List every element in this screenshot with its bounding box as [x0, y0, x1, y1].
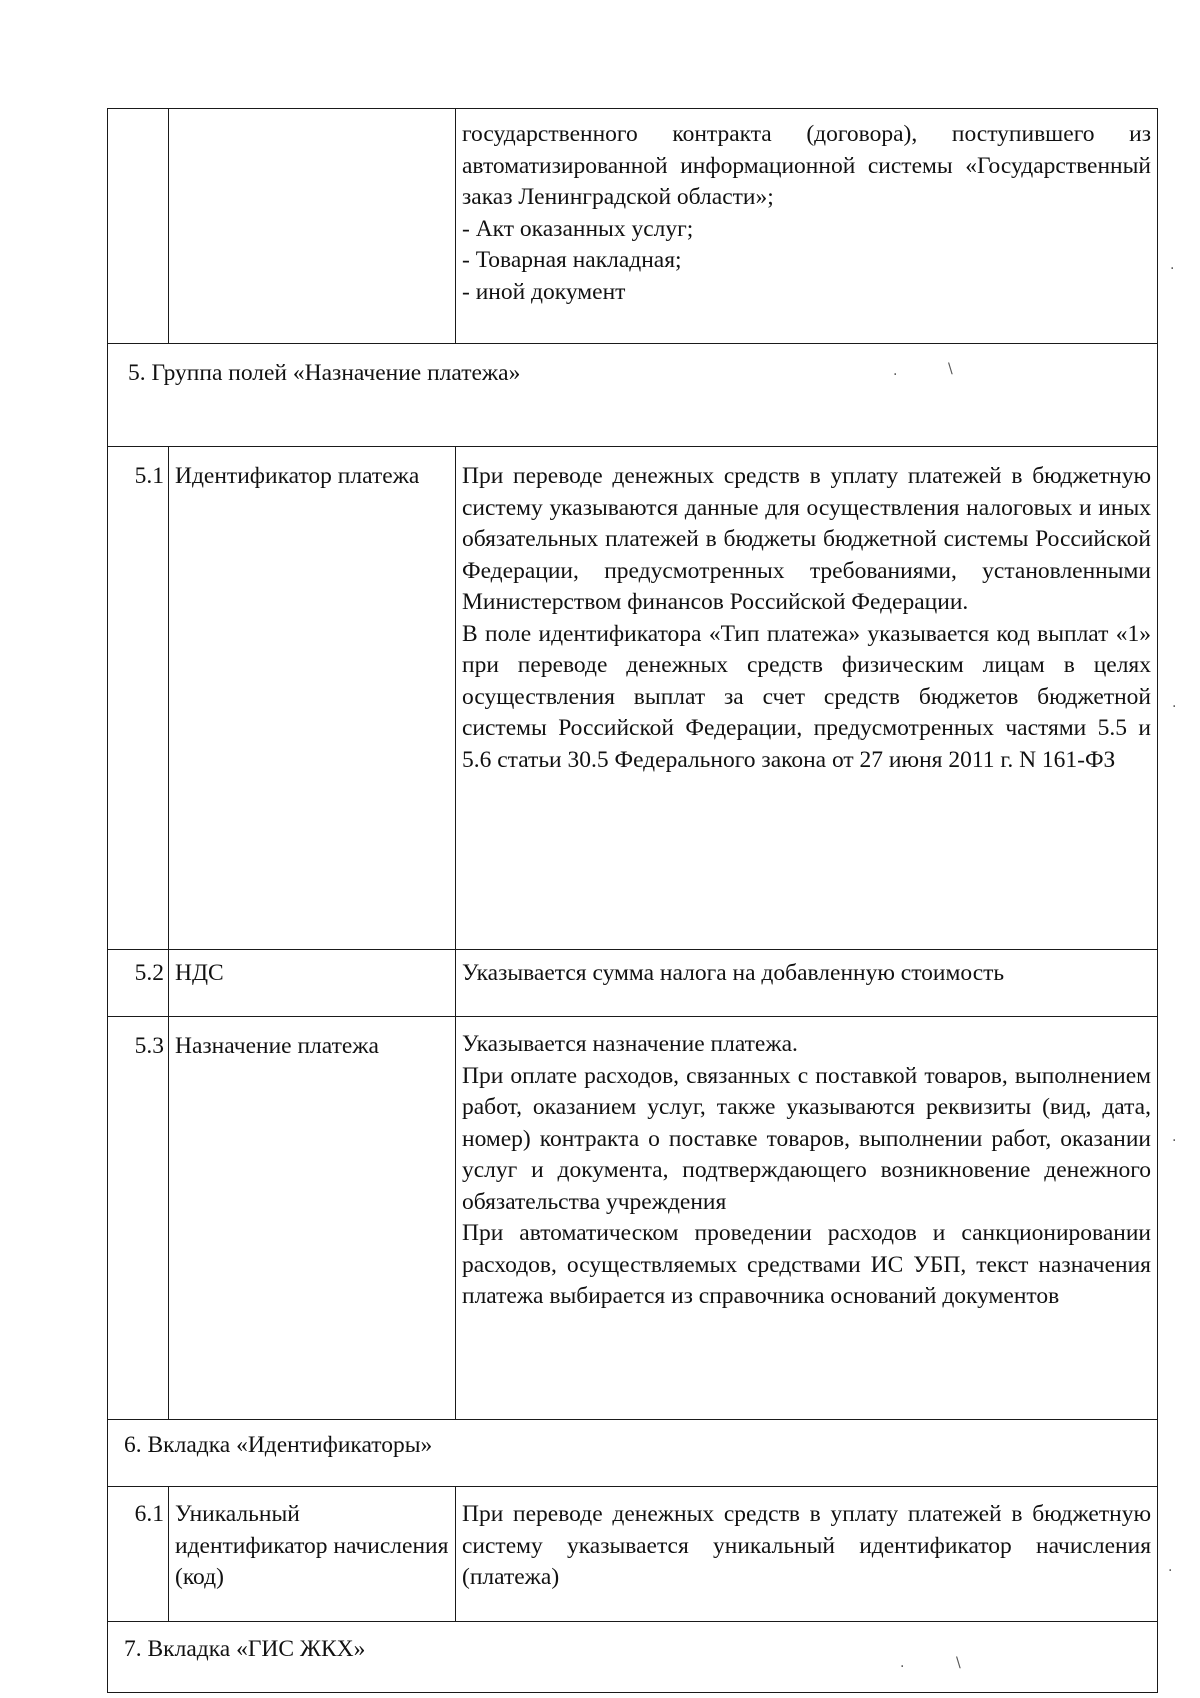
field-description: Указывается сумма налога на добавленную стоимость — [456, 950, 1158, 1017]
table-row — [108, 447, 1158, 950]
description-line: - Товарная накладная; — [462, 247, 682, 273]
table-row — [108, 1017, 1158, 1420]
scan-speck-mark: · — [1168, 1563, 1173, 1579]
section-row-group7 — [108, 1622, 1158, 1693]
table-row — [108, 1487, 1158, 1622]
field-description — [456, 447, 1158, 950]
description-paragraph: В поле идентификатора «Тип платежа» указывается код выплат «1» при переводе денежных средств физическим лицам в целях осуществления выплат за счет средств бюджетов бюджетной системы Российской Федерации, предусмотренных частями 5.5 и 5.6 статьи 30.5 Федерального закона от 27 июня 2011 г. N 161-ФЗ — [462, 620, 1151, 773]
description-paragraph: Указывается назначение платежа. — [462, 1031, 798, 1057]
cell-name-empty — [169, 109, 456, 344]
field-name: Идентификатор платежа — [169, 447, 456, 950]
field-description: При переводе денежных средств в уплату платежей в бюджетную систему указывается уникальный идентификатор начисления (платежа) — [456, 1487, 1158, 1622]
section-title: 5. Группа полей «Назначение платежа» — [108, 344, 1158, 447]
scan-speck-mark: · — [900, 1659, 905, 1675]
cell-description — [456, 109, 1158, 344]
field-name: Уникальный идентификатор начисления (код) — [169, 1487, 456, 1622]
scan-speck-mark: · — [893, 367, 898, 383]
description-paragraph: При переводе денежных средств в уплату платежей в бюджетную систему указываются данные для осуществления налоговых и иных обязательных платежей в бюджеты бюджетной системы Российской Федерации, предусмотренных требованиями, установленными Министерством финансов Российской Федерации. — [462, 463, 1151, 615]
scan-speck-mark: · — [1170, 261, 1175, 277]
table-row-continuation — [108, 109, 1158, 344]
scan-speck-mark: \ — [948, 361, 953, 377]
scan-speck-mark: · — [1172, 699, 1177, 715]
scan-speck-mark: · — [1172, 1133, 1177, 1149]
field-name: НДС — [169, 950, 456, 1017]
section-title: 6. Вкладка «Идентификаторы» — [108, 1420, 1158, 1487]
section-row-group5 — [108, 344, 1158, 447]
row-number: 5.2 — [108, 950, 169, 1017]
description-line: - иной документ — [462, 278, 626, 305]
row-number: 5.3 — [108, 1017, 169, 1420]
table-row — [108, 950, 1158, 1017]
section-title: 7. Вкладка «ГИС ЖКХ» — [108, 1622, 1158, 1693]
row-number: 5.1 — [108, 447, 169, 950]
description-line: государственного контракта (договора), поступившего из автоматизированной информационной системы «Государственный заказ Ленинградской области»; — [462, 121, 1151, 210]
row-number: 6.1 — [108, 1487, 169, 1622]
field-spec-table — [107, 108, 1158, 1693]
description-paragraph: При автоматическом проведении расходов и санкционировании расходов, осуществляемых средствами ИС УБП, текст назначения платежа выбирается из справочника оснований документов — [462, 1220, 1151, 1309]
description-line: - Акт оказанных услуг; — [462, 215, 694, 242]
scan-speck-mark: \ — [956, 1655, 961, 1671]
cell-number-empty — [108, 109, 169, 344]
description-paragraph: При оплате расходов, связанных с поставкой товаров, выполнением работ, оказанием услуг, также указываются реквизиты (вид, дата, номер) контракта о поставке товаров, выполнении работ, оказании услуг и документа, подтверждающего возникновение денежного обязательства учреждения — [462, 1062, 1151, 1215]
field-name: Назначение платежа — [169, 1017, 456, 1420]
field-description — [456, 1017, 1158, 1420]
section-row-group6 — [108, 1420, 1158, 1487]
